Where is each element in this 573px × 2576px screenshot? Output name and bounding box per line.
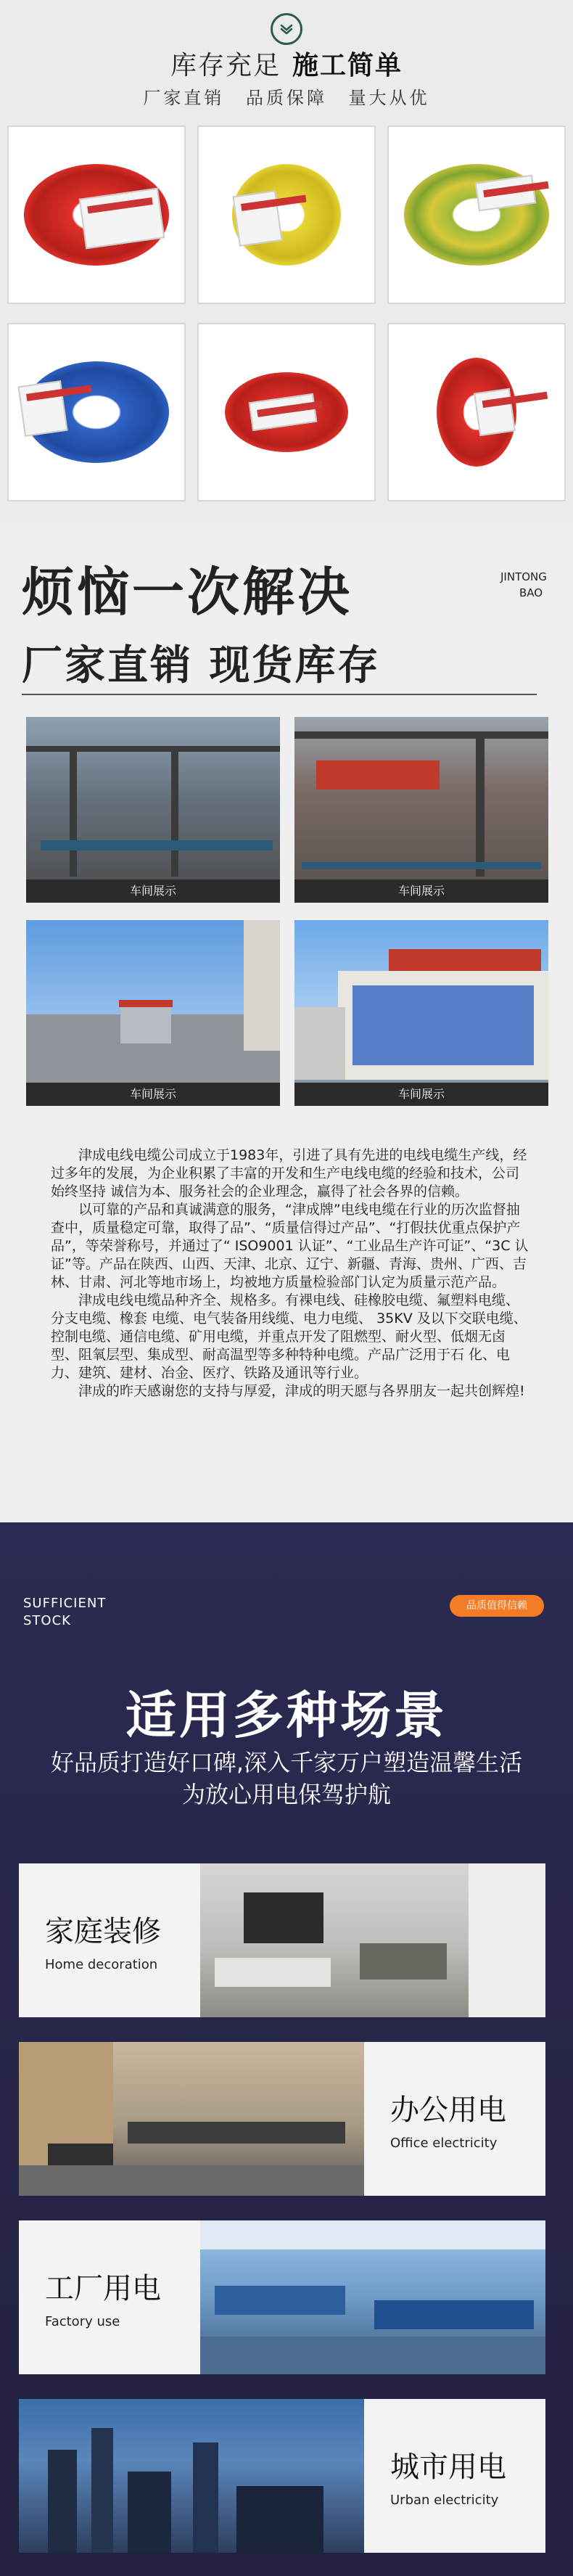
scene-text xyxy=(364,2042,545,2196)
product-image[interactable] xyxy=(7,323,186,501)
brand-line: BAO xyxy=(519,586,543,599)
product-image[interactable] xyxy=(197,323,376,501)
scene-title: 城市用电 xyxy=(390,2450,506,2484)
quality-badge: 品质值得信赖 xyxy=(450,1595,544,1617)
tagline: 好品质打造好口碑,深入千家万户塑造温馨生活 xyxy=(50,1749,523,1776)
workshop-photo[interactable] xyxy=(26,920,280,1106)
scene-card-office[interactable] xyxy=(19,2042,545,2196)
scene-image xyxy=(200,2220,545,2374)
intro-paragraph: 津成电线电缆公司成立于1983年，引进了具有先进的电线电缆生产线，经过多年的发展，为企业积累了丰富的开发和生产电线电缆的经验和技术，公司始终坚持 诚信为本、服务社会的企业理念，赢得了社会各界的信赖。 xyxy=(51,1147,527,1199)
photo-caption: 车间展示 xyxy=(294,1083,548,1106)
product-image[interactable] xyxy=(197,126,376,304)
product-image[interactable] xyxy=(387,126,566,304)
scene-subtitle: Factory use xyxy=(45,2314,120,2329)
divider xyxy=(22,694,537,695)
eyebrow-line: STOCK xyxy=(23,1613,71,1628)
scene-card-city[interactable] xyxy=(19,2399,545,2553)
scene-text xyxy=(19,2220,200,2374)
product-image[interactable] xyxy=(7,126,186,304)
product-grid xyxy=(7,126,566,501)
workshop-photo[interactable] xyxy=(294,920,548,1106)
red-coil-icon xyxy=(214,354,359,470)
yellow-coil-icon xyxy=(214,157,359,273)
brand-mark xyxy=(500,569,547,601)
red-coil-icon xyxy=(24,157,169,273)
scene-subtitle: Office electricity xyxy=(390,2136,498,2151)
section-subheadline: 厂家直销 现货库存 xyxy=(22,642,381,689)
scene-title: 办公用电 xyxy=(390,2093,506,2127)
scene-subtitle: Home decoration xyxy=(45,1957,158,1972)
section-headline: 适用多种场景 xyxy=(125,1686,448,1745)
product-image[interactable] xyxy=(387,323,566,501)
blue-coil-icon xyxy=(24,354,169,470)
scene-subtitle: Urban electricity xyxy=(390,2493,499,2508)
section-subtitle: 厂家直销 品质保障 量大从优 xyxy=(143,88,430,108)
scene-card-factory[interactable] xyxy=(19,2220,545,2374)
workshop-gallery xyxy=(26,717,548,1106)
scene-text xyxy=(364,2399,545,2553)
yellow-green-coil-icon xyxy=(404,157,549,273)
scene-image xyxy=(200,1863,545,2017)
solution-section xyxy=(0,521,573,1522)
intro-paragraph: 津成电线电缆品种齐全、规格多。有裸电线、硅橡胶电缆、氟塑料电缆、分支电缆、橡套 电缆、电气装备用线缆、电力电缆、 35KV 及以下交联电缆、控制电缆、通信电缆、矿用电缆，并重点开发了阻燃型、耐火型、低烟无卤型、阻氧层型、集成型、耐高温型等多种特种电缆。产品广泛用于石 化、电力、建筑、建材、冶金、医疗、铁路及通讯等行业。 xyxy=(51,1292,527,1381)
tagline: 为放心用电保驾护航 xyxy=(181,1781,391,1808)
section-title: 库存充足 施工简单 xyxy=(170,51,403,81)
scene-title: 工厂用电 xyxy=(45,2272,161,2305)
scene-card-home[interactable] xyxy=(19,1863,545,2017)
workshop-photo[interactable] xyxy=(294,717,548,903)
photo-caption: 车间展示 xyxy=(294,879,548,903)
section-headline: 烦恼一次解决 xyxy=(22,562,353,623)
scene-text xyxy=(19,1863,200,2017)
scene-title: 家庭装修 xyxy=(45,1915,161,1948)
scenario-section xyxy=(0,1522,573,2576)
red-coil-icon xyxy=(404,354,549,470)
section-eyebrow xyxy=(23,1595,106,1630)
brand-line: JINTONG xyxy=(500,570,547,583)
photo-caption: 车间展示 xyxy=(26,1083,280,1106)
photo-caption: 车间展示 xyxy=(26,879,280,903)
chevron-down-icon xyxy=(271,13,302,45)
scene-image xyxy=(19,2042,364,2196)
scene-image xyxy=(19,2399,364,2553)
intro-paragraph: 以可靠的产品和真诚满意的服务，“津成牌”电线电缆在行业的历次监督抽查中，质量稳定可靠，取得了品”、“质量信得过产品”、“打假扶优重点保护产品”，等荣誉称号，并通过了“ ISO9001 认证”、“工业品生产许可证”、“3C 认证”等。产品在陕西、山西、天津、北京、辽宁、新疆、青海、贵州、广西、吉林、甘肃、河北等地市场上，均被地方质量检验部门认定为质量示范产品。 xyxy=(51,1202,529,1290)
intro-paragraph: 津成的昨天感谢您的支持与厚爱，津成的明天愿与各界朋友一起共创辉煌! xyxy=(78,1383,525,1399)
company-intro xyxy=(51,1147,529,1400)
eyebrow-line: SUFFICIENT xyxy=(23,1596,107,1611)
stock-section xyxy=(0,0,573,521)
workshop-photo[interactable] xyxy=(26,717,280,903)
